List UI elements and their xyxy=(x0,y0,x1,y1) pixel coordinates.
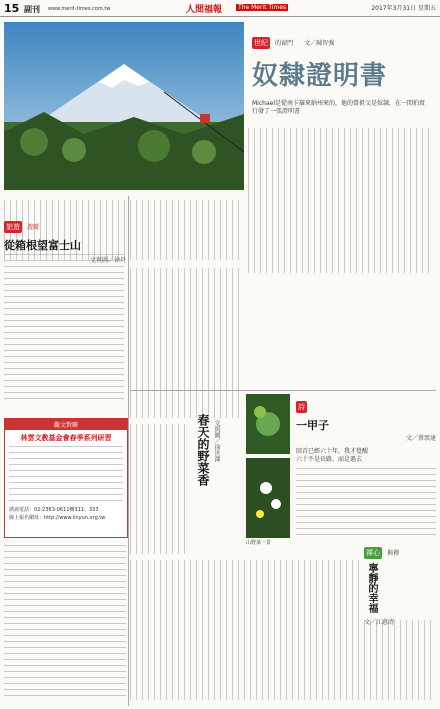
slavery-heading xyxy=(252,30,432,116)
jiazi-author: 文／蔡頌達 xyxy=(405,435,436,442)
divider-vertical xyxy=(128,196,129,706)
notice-web: 線上報名網址：http://www.linyun.org.tw xyxy=(9,514,106,521)
jiazi-title: 一甲子 xyxy=(296,419,329,432)
slavery-title: 奴隸證明書 xyxy=(252,61,388,91)
column-name: 的窗門 xyxy=(275,40,294,47)
notice-box xyxy=(4,418,128,538)
divider-horizontal xyxy=(130,390,436,391)
mount-fuji-image xyxy=(4,22,244,190)
notice-phone: 諮詢電話：02-2363-0611轉311、333 xyxy=(9,507,99,513)
serene-title: 寧靜的幸福 xyxy=(366,563,377,613)
photo-caption: 山野菜一景 xyxy=(246,540,272,546)
slavery-body xyxy=(248,128,434,273)
serene-body xyxy=(364,620,436,700)
serene-tag: 禪心 xyxy=(366,549,380,557)
fuji-painting xyxy=(4,22,244,190)
serene-column: 與禪 xyxy=(387,550,400,557)
flower-photo-1 xyxy=(246,394,290,454)
serene-author: 文／江惠清 xyxy=(364,619,395,626)
section-name: 副刊 xyxy=(24,5,40,14)
page-number: 15 xyxy=(4,2,20,15)
plant-image xyxy=(246,394,290,454)
notice-subtitle: 林雲文教基金會春季系列研習 xyxy=(20,434,112,442)
lower-left-body xyxy=(4,545,126,700)
spring-author: 文與圖／徐世澤 xyxy=(213,420,220,462)
website-url: www.merit-times.com.tw xyxy=(48,6,111,12)
brand-logo: 人間福報 xyxy=(186,5,223,15)
jiazi-body xyxy=(296,468,436,538)
notice-title: 觀文對聯 xyxy=(5,419,127,430)
slavery-author: 文／陳智強 xyxy=(304,40,335,47)
jiazi-tag-icon: 詩 xyxy=(298,403,305,411)
jiazi-line-2: 六十不是長路，而是過去 xyxy=(296,455,363,463)
slavery-body-mid xyxy=(130,268,244,418)
jiazi-poem xyxy=(296,394,436,534)
masthead xyxy=(0,0,440,17)
serene-article xyxy=(364,540,436,626)
spring-body-lower xyxy=(130,560,360,700)
spring-body xyxy=(130,424,190,554)
flower-photo-2 xyxy=(246,458,290,538)
issue-date: 2017年3月31日 星期五 xyxy=(371,5,436,12)
spring-title: 春天的野菜香 xyxy=(196,414,210,486)
brand-english: The Merit Times xyxy=(238,4,287,11)
fuji-tag: 旅遊 xyxy=(6,223,20,231)
fuji-title: 從箱根望富士山 xyxy=(4,239,81,252)
fuji-column: 遊蹤 xyxy=(27,224,40,231)
fuji-author: 文與圖／徐丹 xyxy=(89,257,126,264)
slavery-lead: Michael是從南卡羅來納州來的，他的曾祖父是奴隸，在一間拍賣行發了一張證明書 xyxy=(252,100,425,115)
fuji-body xyxy=(4,254,124,404)
notice-body xyxy=(9,446,123,504)
flower-image xyxy=(246,458,290,538)
column-tag: 世紀 xyxy=(254,39,268,47)
jiazi-line-1: 回首已經六十年，我才覺醒 xyxy=(296,448,369,455)
